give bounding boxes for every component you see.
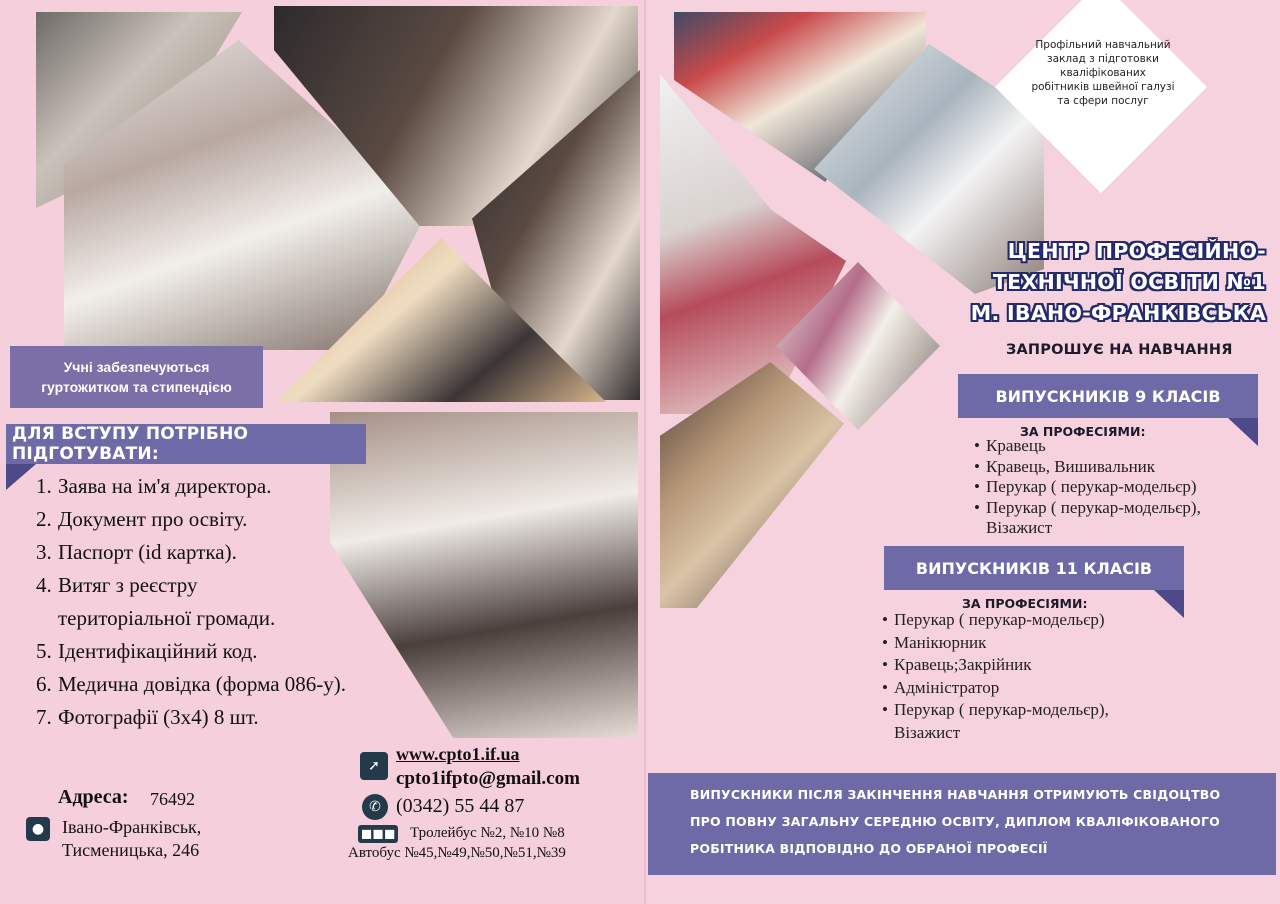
list-item: • Кравець;Закрійник <box>882 655 1032 674</box>
list-item: 3. Паспорт (id картка). <box>36 540 237 564</box>
grade9-title: ВИПУСКНИКІВ 9 КЛАСІВ <box>958 374 1258 418</box>
address-label: Адреса: <box>58 786 129 808</box>
documents-list <box>36 470 346 734</box>
list-item: Візажист <box>894 722 961 742</box>
bus-routes: Автобус №45,№49,№50,№51,№39 <box>348 845 566 861</box>
title-line: М. ІВАНО-ФРАНКІВСЬКА <box>970 301 1266 325</box>
cursor-icon: ➚ <box>360 752 388 780</box>
list-item: територіальної громади. <box>58 606 276 630</box>
list-item: 6. Медична довідка (форма 086-у). <box>36 672 347 696</box>
graduation-line: ПРО ПОВНУ ЗАГАЛЬНУ СЕРЕДНЮ ОСВІТУ, ДИПЛОМ КВАЛІФІКОВАНОГО <box>690 814 1220 829</box>
trolleybus-routes: Тролейбус №2, №10 №8 <box>410 825 565 841</box>
list-item: • Перукар ( перукар-модельєр), <box>974 497 1201 517</box>
title-line: ЦЕНТР ПРОФЕСІЙНО- <box>1007 239 1266 263</box>
photo-students-group <box>330 412 638 738</box>
list-item: 4. Витяг з реєстру <box>36 573 198 597</box>
list-item: • Адміністратор <box>882 677 1000 697</box>
phone-icon: ✆ <box>362 794 388 820</box>
website-link[interactable]: www.cpto1.if.ua <box>396 744 520 764</box>
location-pin-icon: ● <box>26 817 50 841</box>
profile-note: Профільний навчальний заклад з підготовки кваліфікованих робітників швейної галузі та сфери послуг <box>1031 39 1175 107</box>
address-street: Тисменицька, 246 <box>62 840 200 860</box>
list-item: • Перукар ( перукар-модельєр) <box>882 610 1105 629</box>
address-zip: 76492 <box>150 789 195 809</box>
list-item: 2. Документ про освіту. <box>36 507 248 531</box>
graduation-info <box>648 773 1276 875</box>
list-item: • Перукар ( перукар-модельєр) <box>974 477 1197 496</box>
grade9-title-tail <box>1228 418 1258 446</box>
list-item: • Перукар ( перукар-модельєр), <box>882 700 1109 719</box>
title-line: ТЕХНІЧНОЇ ОСВІТИ №1 <box>992 270 1266 294</box>
list-item: 1. Заява на ім'я директора. <box>36 474 272 498</box>
invite-heading: ЗАПРОШУЄ НА НАВЧАННЯ <box>1006 342 1233 358</box>
preparation-title: ДЛЯ ВСТУПУ ПОТРІБНО ПІДГОТУВАТИ: <box>6 424 366 464</box>
phone-number: (0342) 55 44 87 <box>396 795 525 817</box>
address-city: Івано-Франківськ, <box>62 817 202 837</box>
list-item: • Кравець, Вишивальник <box>974 456 1156 476</box>
list-item: 7. Фотографії (3х4) 8 шт. <box>36 705 259 729</box>
dormitory-badge: Учні забезпечуються гуртожитком та стипендією <box>10 346 263 408</box>
bus-icon: ◼◼◼ <box>358 825 398 843</box>
grade9-prof-label: ЗА ПРОФЕСІЯМИ: <box>1020 424 1146 439</box>
list-item: 5. Ідентифікаційний код. <box>36 639 258 663</box>
list-item: Візажист <box>986 518 1053 537</box>
graduation-line: ВИПУСКНИКИ ПІСЛЯ ЗАКІНЧЕННЯ НАВЧАННЯ ОТРИМУЮТЬ СВІДОЦТВО <box>690 787 1221 802</box>
list-item: • Манікюрник <box>882 632 987 652</box>
grade11-title-tail <box>1154 590 1184 618</box>
page-title <box>938 236 1266 329</box>
email-link[interactable]: cpto1ifpto@gmail.com <box>396 768 580 789</box>
grade9-professions <box>974 436 1201 539</box>
grade11-prof-label: ЗА ПРОФЕСІЯМИ: <box>962 596 1088 611</box>
preparation-title-tail <box>6 464 36 490</box>
grade11-title: ВИПУСКНИКІВ 11 КЛАСІВ <box>884 546 1184 590</box>
graduation-line: РОБІТНИКА ВІДПОВІДНО ДО ОБРАНОЇ ПРОФЕСІЇ <box>690 841 1048 856</box>
list-item: • Кравець <box>974 436 1046 455</box>
grade11-professions <box>882 609 1109 744</box>
